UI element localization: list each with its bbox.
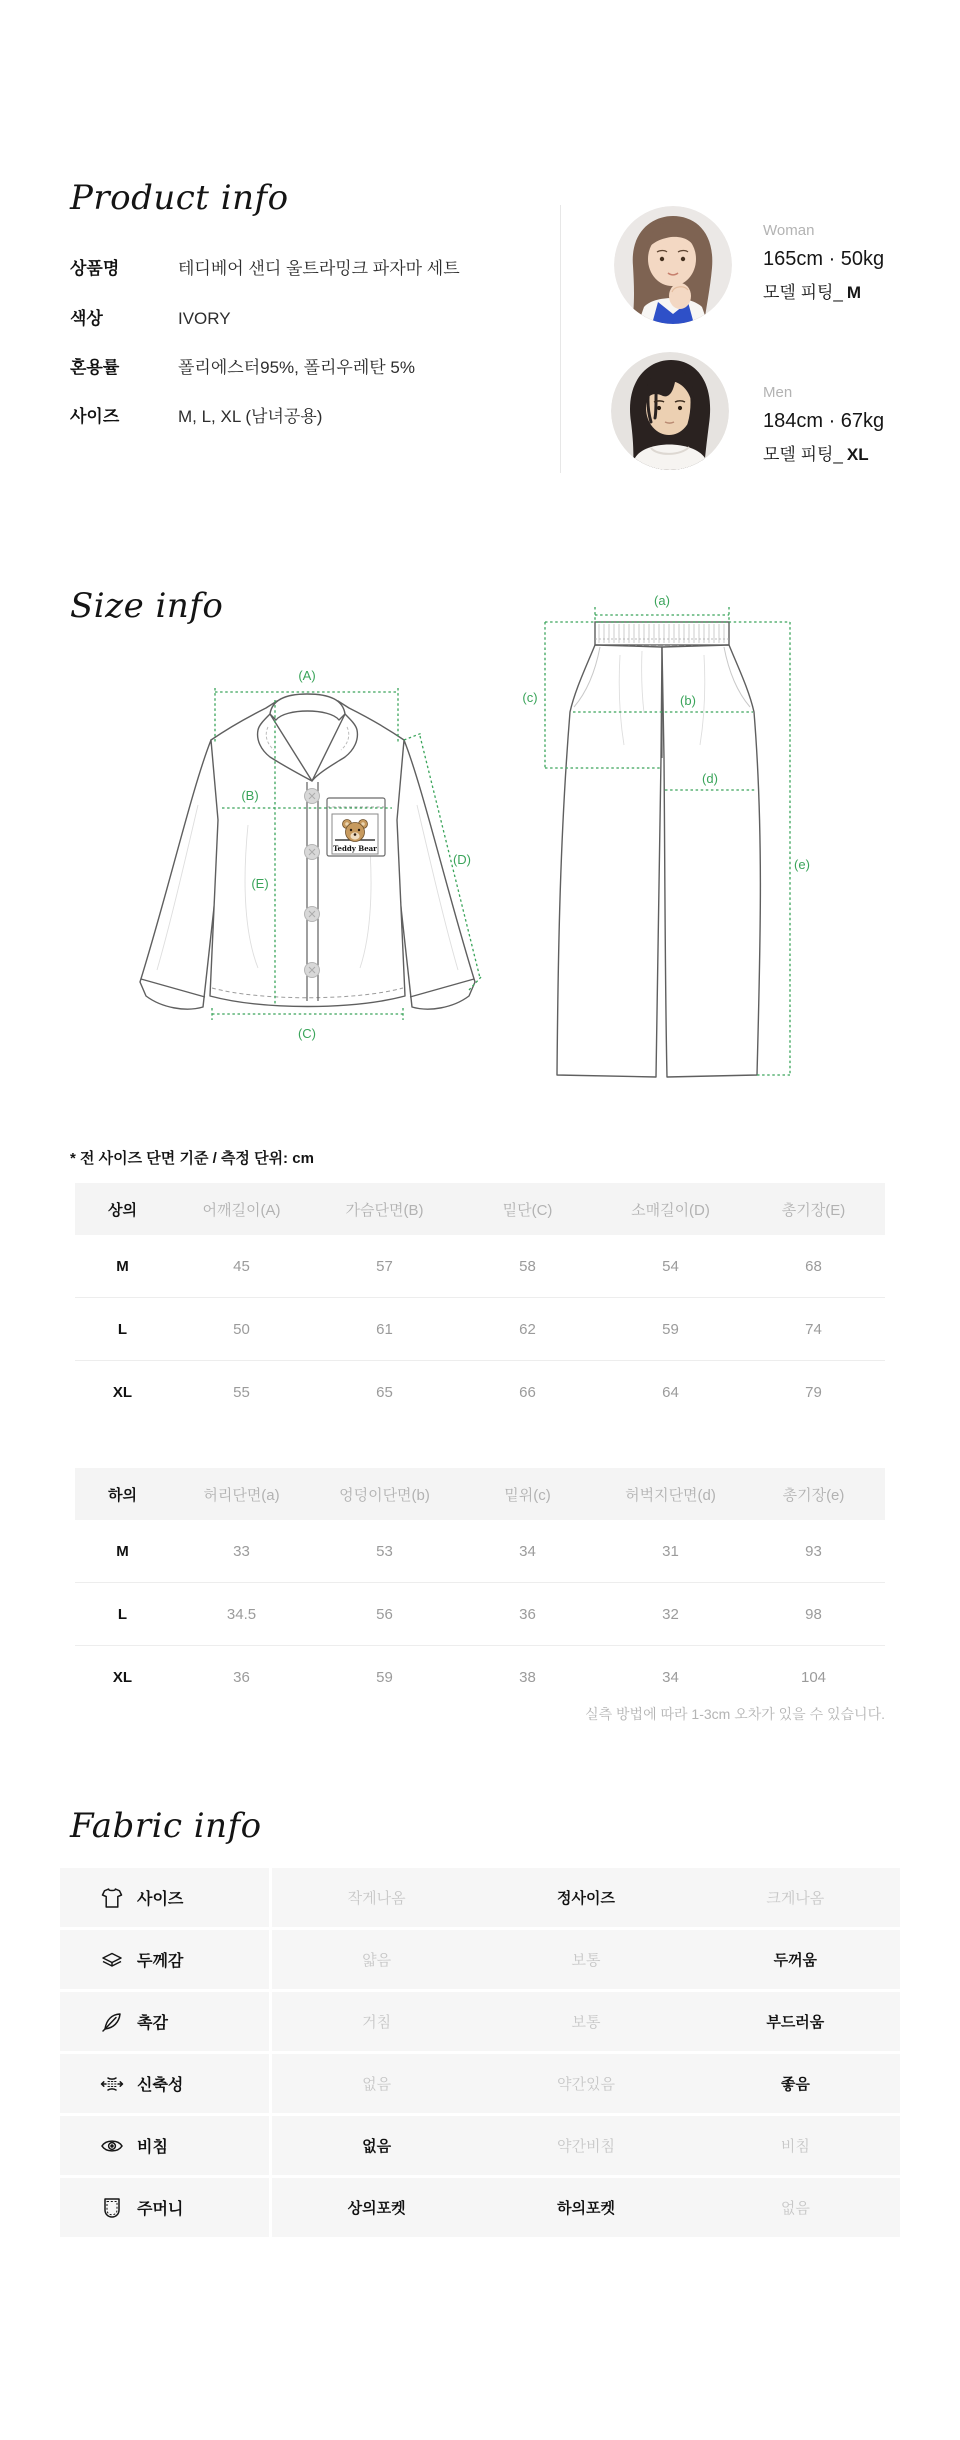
model-stats: 165cm · 50kg xyxy=(763,248,885,270)
spec-row-name xyxy=(70,258,460,280)
fabric-option-selected: 상의포켓 xyxy=(347,2200,406,2217)
value-cell: 34 xyxy=(662,1668,679,1686)
fabric-label: 신축성 xyxy=(137,2077,184,2094)
value-cell: 59 xyxy=(376,1668,393,1686)
spec-row-blend xyxy=(70,357,415,379)
size-cell: L xyxy=(75,1583,170,1646)
fabric-option: 작게나옴 xyxy=(347,1890,406,1907)
woman-portrait xyxy=(614,206,732,324)
spec-label: 상품명 xyxy=(70,259,120,278)
fabric-option-selected: 정사이즈 xyxy=(557,1890,615,1907)
fabric-label: 두께감 xyxy=(137,1953,184,1970)
fabric-row-pocket xyxy=(60,2178,900,2237)
value-cell: 38 xyxy=(519,1668,536,1686)
value-cell: 50 xyxy=(170,1298,313,1361)
column-header: 허벅지단면(d) xyxy=(599,1468,742,1520)
measure-label-c: (c) xyxy=(522,690,538,705)
fabric-options xyxy=(272,2178,900,2237)
woman-model-photo xyxy=(614,206,732,324)
fabric-options xyxy=(272,2116,900,2175)
fabric-option-selected: 하의포켓 xyxy=(557,2200,615,2217)
value-cell: 33 xyxy=(170,1520,313,1583)
fabric-label-cell xyxy=(60,2116,272,2175)
table-header-row xyxy=(75,1468,885,1520)
model-fitting-size: M xyxy=(846,283,862,302)
fabric-option: 비침 xyxy=(780,2138,810,2155)
tolerance-note: 실측 방법에 따라 1-3cm 오차가 있을 수 있습니다. xyxy=(585,1706,885,1722)
spec-value: 폴리에스터95%, 폴리우레탄 5% xyxy=(178,358,415,377)
spec-row-size xyxy=(70,406,322,428)
value-cell: 34.5 xyxy=(170,1583,313,1646)
fabric-options xyxy=(272,2054,900,2113)
measure-label-d: (d) xyxy=(702,771,718,786)
fabric-label: 촉감 xyxy=(137,2015,168,2032)
value-cell: 36 xyxy=(233,1668,250,1686)
fabric-option-selected: 두꺼움 xyxy=(773,1952,818,1969)
value-cell: 93 xyxy=(742,1520,885,1583)
table-header-row xyxy=(75,1183,885,1235)
fabric-label-cell xyxy=(60,2054,272,2113)
fabric-option: 보통 xyxy=(571,2014,601,2031)
stretch-icon xyxy=(100,2072,124,2096)
tshirt-icon xyxy=(100,1886,124,1910)
value-cell: 68 xyxy=(742,1235,885,1298)
value-cell: 57 xyxy=(313,1235,456,1298)
fabric-options xyxy=(272,1992,900,2051)
value-cell: 54 xyxy=(599,1235,742,1298)
column-header: 총기장(e) xyxy=(742,1468,885,1520)
value-cell: 61 xyxy=(313,1298,456,1361)
fabric-option-selected: 부드러움 xyxy=(766,2014,825,2031)
size-cell: M xyxy=(75,1520,170,1583)
table-row xyxy=(75,1361,885,1424)
spec-label: 혼용률 xyxy=(70,358,120,377)
spec-value: IVORY xyxy=(178,309,231,328)
value-cell: 34 xyxy=(456,1520,599,1583)
teddy-bear-patch xyxy=(332,814,378,854)
eye-icon xyxy=(100,2134,124,2158)
measure-label-D: (D) xyxy=(452,852,472,867)
fabric-option: 없음 xyxy=(780,2200,810,2217)
fabric-label: 사이즈 xyxy=(137,1891,184,1908)
column-header: 어깨길이(A) xyxy=(170,1183,313,1235)
product-info-heading: Product info xyxy=(70,178,289,219)
pocket-icon xyxy=(100,2196,124,2220)
value-cell: 32 xyxy=(599,1583,742,1646)
men-portrait xyxy=(611,352,729,470)
fabric-row-sheerness xyxy=(60,2116,900,2175)
column-header: 소매길이(D) xyxy=(599,1183,742,1235)
column-header: 가슴단면(B) xyxy=(313,1183,456,1235)
fabric-option: 거침 xyxy=(362,2014,392,2031)
value-cell: 55 xyxy=(233,1383,250,1401)
measure-label-a: (a) xyxy=(654,593,670,608)
table-row xyxy=(75,1646,885,1709)
value-cell: 58 xyxy=(456,1235,599,1298)
model-fitting xyxy=(763,282,884,303)
measure-label-B: (B) xyxy=(241,788,259,803)
fabric-option: 보통 xyxy=(571,1952,601,1969)
fabric-row-stretch xyxy=(60,2054,900,2113)
fabric-option: 없음 xyxy=(362,2076,392,2093)
value-cell: 36 xyxy=(456,1583,599,1646)
spec-value: M, L, XL (남녀공용) xyxy=(178,407,323,426)
size-cell: XL xyxy=(112,1383,133,1401)
value-cell: 64 xyxy=(662,1383,679,1401)
value-cell: 53 xyxy=(313,1520,456,1583)
model-fitting xyxy=(763,444,884,465)
spec-value: 테디베어 샌디 울트라밍크 파자마 세트 xyxy=(178,259,460,278)
measure-label-e: (e) xyxy=(794,857,810,872)
fabric-label-cell xyxy=(60,1992,272,2051)
measure-label-E: (E) xyxy=(251,876,269,891)
table-row xyxy=(75,1235,885,1298)
fabric-label: 비침 xyxy=(137,2139,168,2156)
pants-diagram xyxy=(490,555,870,1090)
divider xyxy=(560,205,561,473)
spec-label: 사이즈 xyxy=(70,407,120,426)
shirt-diagram xyxy=(110,630,505,1075)
patch-text: Teddy Bear xyxy=(333,844,377,853)
column-header: 허리단면(a) xyxy=(170,1468,313,1520)
value-cell: 45 xyxy=(170,1235,313,1298)
top-size-table xyxy=(75,1183,885,1423)
size-cell: XL xyxy=(112,1668,133,1686)
fabric-option-selected: 없음 xyxy=(362,2138,392,2155)
value-cell: 65 xyxy=(376,1383,393,1401)
fabric-label-cell xyxy=(60,1930,272,1989)
fabric-row-touch xyxy=(60,1992,900,2051)
size-info-heading: Size info xyxy=(70,586,224,627)
fabric-option-selected: 좋음 xyxy=(780,2076,810,2093)
men-model-photo xyxy=(611,352,729,470)
value-cell: 79 xyxy=(805,1383,822,1401)
size-cell: M xyxy=(75,1235,170,1298)
men-model-info xyxy=(763,384,884,465)
column-header: 밑위(c) xyxy=(456,1468,599,1520)
fabric-option: 약간있음 xyxy=(557,2076,615,2093)
table-title: 상의 xyxy=(75,1183,170,1235)
value-cell: 59 xyxy=(599,1298,742,1361)
bottom-size-table xyxy=(75,1468,885,1708)
chest-pocket xyxy=(327,798,385,856)
fabric-info-heading: Fabric info xyxy=(70,1806,262,1847)
fabric-row-thickness xyxy=(60,1930,900,1989)
table-title: 하의 xyxy=(75,1468,170,1520)
model-group-label: Men xyxy=(763,384,793,401)
model-fitting-size: XL xyxy=(846,445,869,464)
fabric-option: 크게나옴 xyxy=(766,1890,825,1907)
model-group-label: Woman xyxy=(763,222,815,239)
fabric-table xyxy=(60,1868,900,2240)
woman-model-info xyxy=(763,222,884,303)
fabric-label-cell xyxy=(60,2178,272,2237)
fabric-row-size xyxy=(60,1868,900,1927)
measure-note: * 전 사이즈 단면 기준 / 측정 단위: cm xyxy=(70,1150,314,1167)
value-cell: 98 xyxy=(742,1583,885,1646)
column-header: 밑단(C) xyxy=(456,1183,599,1235)
fabric-options xyxy=(272,1868,900,1927)
table-row xyxy=(75,1520,885,1583)
measure-label-b: (b) xyxy=(680,693,696,708)
model-fitting-label: 모델 피팅_ xyxy=(763,445,843,464)
value-cell: 31 xyxy=(599,1520,742,1583)
value-cell: 74 xyxy=(742,1298,885,1361)
fabric-option: 얇음 xyxy=(362,1952,392,1969)
fabric-label-cell xyxy=(60,1868,272,1927)
value-cell: 66 xyxy=(519,1383,536,1401)
fabric-options xyxy=(272,1930,900,1989)
fabric-option: 약간비침 xyxy=(557,2138,615,2155)
value-cell: 104 xyxy=(800,1668,827,1686)
column-header: 총기장(E) xyxy=(742,1183,885,1235)
table-row xyxy=(75,1298,885,1361)
size-cell: L xyxy=(75,1298,170,1361)
value-cell: 62 xyxy=(456,1298,599,1361)
table-row xyxy=(75,1583,885,1646)
fabric-label: 주머니 xyxy=(137,2201,184,2218)
measure-label-C: (C) xyxy=(297,1026,317,1041)
spec-row-color xyxy=(70,308,231,330)
value-cell: 56 xyxy=(313,1583,456,1646)
model-stats: 184cm · 67kg xyxy=(763,410,885,432)
spec-label: 색상 xyxy=(70,309,103,328)
feather-icon xyxy=(100,2010,124,2034)
model-fitting-label: 모델 피팅_ xyxy=(763,283,843,302)
column-header: 엉덩이단면(b) xyxy=(313,1468,456,1520)
measure-label-A: (A) xyxy=(298,668,316,683)
layers-icon xyxy=(100,1948,124,1972)
